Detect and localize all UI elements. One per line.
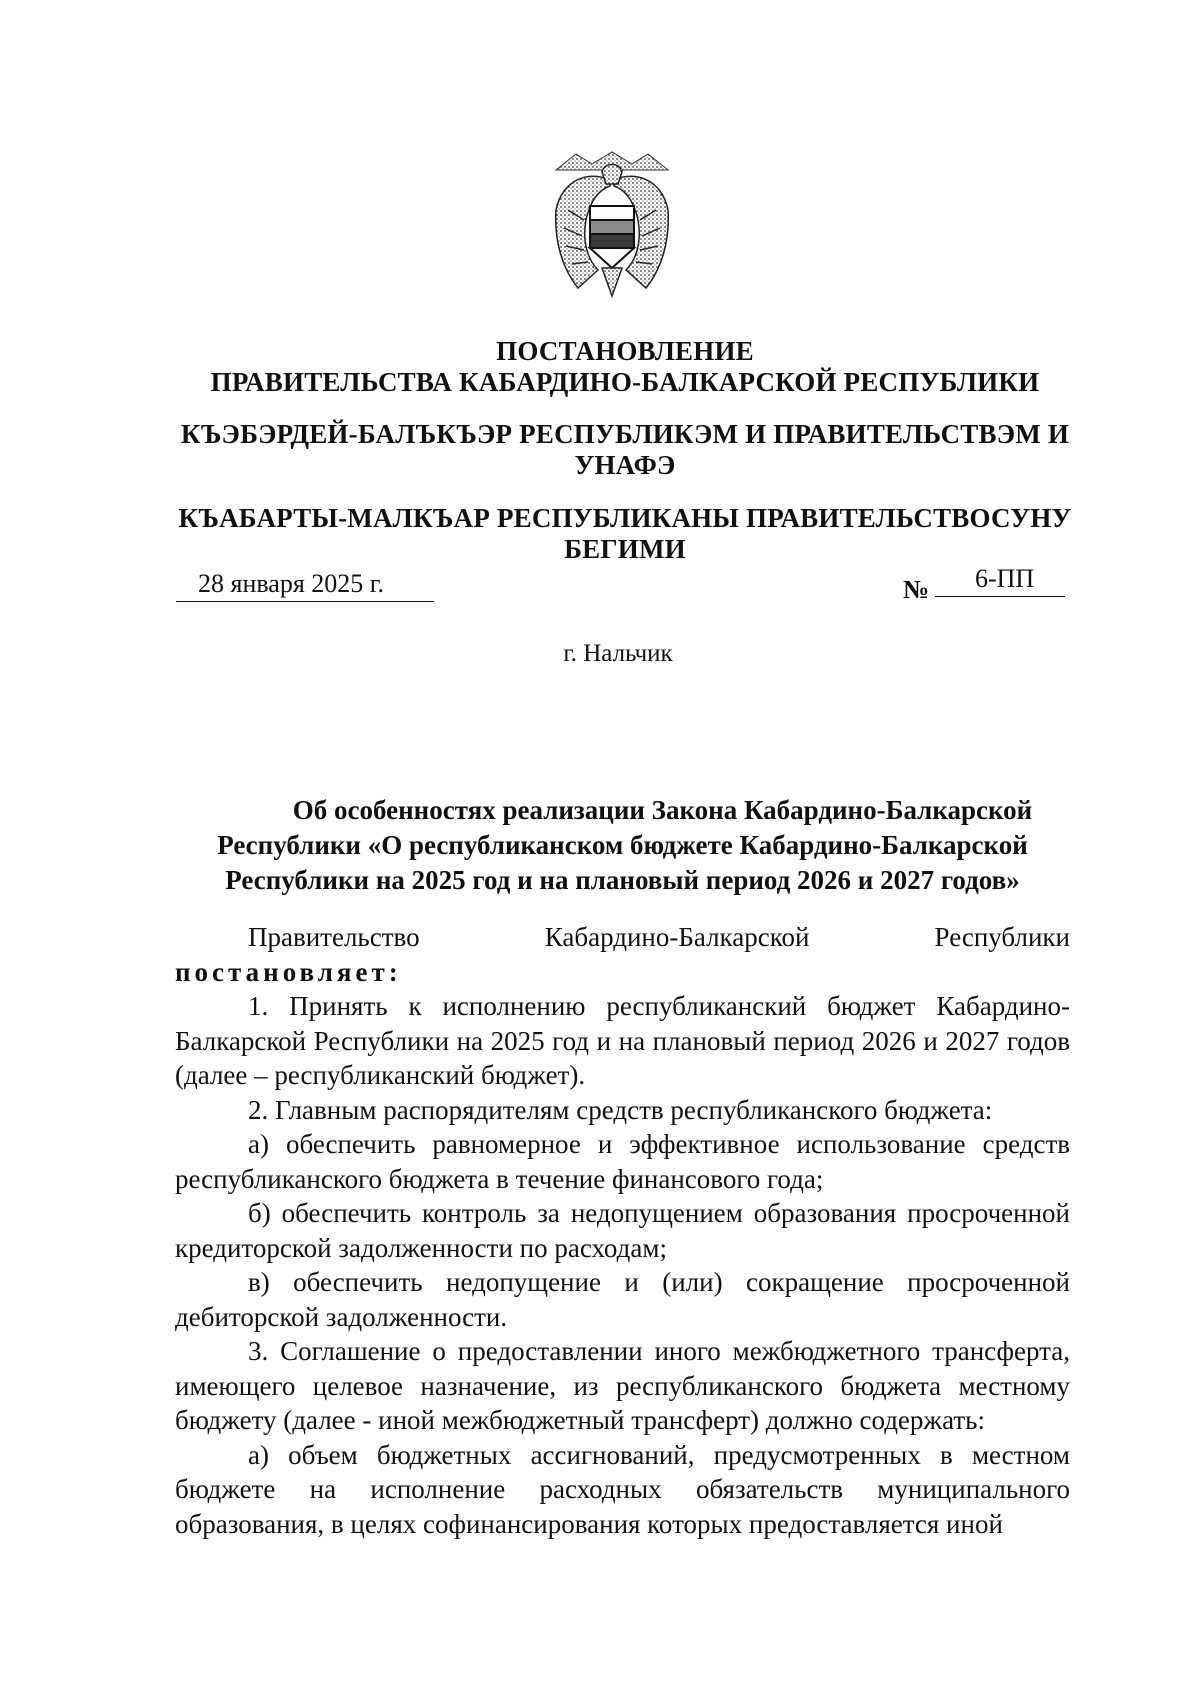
paragraph: 3. Соглашение о предоставлении иного межбюджетного трансферта, имеющего целевое назначение, из республиканского бюджета местному бюджету (далее - иной межбюджетный трансферт) должно содержать: <box>175 1336 1070 1435</box>
header-government-krc: КЪАБАРТЫ-МАЛКЪАР РЕСПУБЛИКАНЫ ПРАВИТЕЛЬСТВОСУНУ <box>178 503 1072 533</box>
header-government-ru: ПРАВИТЕЛЬСТВА КАБАРДИНО-БАЛКАРСКОЙ РЕСПУБЛИКИ <box>210 367 1040 397</box>
paragraph: а) обеспечить равномерное и эффективное использование средств республиканского бюджета в течение финансового года; <box>175 1129 1070 1194</box>
title-line: Республики «О республиканском бюджете Кабардино-Балкарской <box>217 830 1028 860</box>
resolves-word: постановляет: <box>175 956 402 987</box>
header-block-balkar <box>175 503 1075 565</box>
paragraph: 2. Главным распорядителям средств республиканского бюджета: <box>248 1094 993 1125</box>
header-resolution-krc: БЕГИМИ <box>564 534 686 564</box>
preamble-word: Кабардино-Балкарской <box>544 922 810 952</box>
header-block-kabardian <box>175 419 1075 481</box>
preamble-word: Правительство <box>248 922 420 952</box>
paragraph: а) объем бюджетных ассигнований, предусмотренных в местном бюджете на исполнение расходных обязательств муниципального образования, в целях софинансирования которых предоставляется иной <box>175 1439 1070 1539</box>
document-title <box>175 793 1070 898</box>
paragraph: в) обеспечить недопущение и (или) сокращение просроченной дебиторской задолженности. <box>175 1267 1070 1332</box>
preamble-line <box>175 920 1070 955</box>
header-government-kbd: КЪЭБЭРДЕЙ-БАЛЪКЪЭР РЕСПУБЛИКЭМ И ПРАВИТЕЛЬСТВЭМ И <box>180 419 1070 449</box>
header-resolution-kbd: УНАФЭ <box>574 450 676 480</box>
paragraph: 1. Принять к исполнению республиканский бюджет Кабардино-Балкарской Республики на 2025 год и на плановый период 2026 и 2027 годов (далее – республиканский бюджет). <box>175 991 1070 1090</box>
title-line: Об особенностях реализации Закона Кабардино-Балкарской <box>292 795 1033 825</box>
preamble-word: Республики <box>934 922 1070 952</box>
coat-of-arms-emblem <box>548 150 676 300</box>
number-label: № <box>903 575 930 604</box>
header-block-russian <box>175 336 1075 398</box>
title-line: Республики на 2025 год и на плановый период 2026 и 2027 годов» <box>225 865 1020 895</box>
document-body <box>175 920 1070 1541</box>
paragraph: б) обеспечить контроль за недопущением образования просроченной кредиторской задолженности по расходам; <box>175 1198 1070 1263</box>
document-date: 28 января 2025 г. <box>176 566 434 602</box>
document-number: 6-ПП <box>935 561 1065 597</box>
city-name: г. Нальчик <box>563 640 673 667</box>
header-title: ПОСТАНОВЛЕНИЕ <box>496 336 754 366</box>
